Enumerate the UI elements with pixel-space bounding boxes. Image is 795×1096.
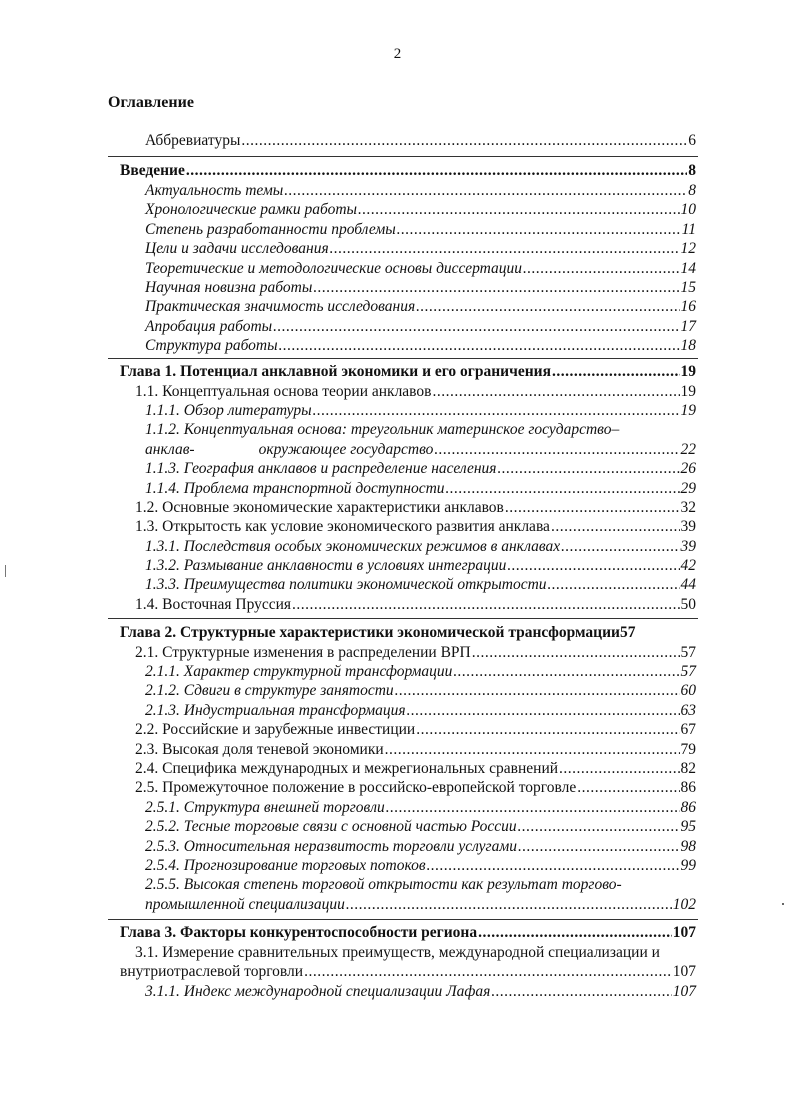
toc-entry-intro-1[interactable] bbox=[145, 181, 696, 200]
leader-dots bbox=[284, 181, 687, 200]
toc-entry-page: 19 bbox=[680, 402, 696, 419]
leader-dots bbox=[523, 259, 679, 278]
toc-entry-page: 107 bbox=[672, 924, 696, 941]
section-divider bbox=[108, 919, 698, 920]
toc-entry-page: 19 bbox=[680, 363, 696, 380]
toc-entry-label: 1.1. Концептуальная основа теории анклавов bbox=[135, 383, 432, 400]
toc-entry-page: 44 bbox=[680, 576, 696, 593]
toc-entry-1-1-2[interactable] bbox=[145, 440, 696, 459]
toc-entry-label: 2.5. Промежуточное положение в российско-европейской торговле bbox=[135, 779, 577, 796]
toc-entry-page: 82 bbox=[680, 760, 696, 777]
toc-entry-chapter-3[interactable] bbox=[120, 923, 696, 942]
toc-entry-label: 2.2. Российские и зарубежные инвестиции bbox=[135, 721, 416, 738]
toc-entry-label: Актуальность темы bbox=[145, 182, 284, 199]
toc-entry-label: 1.3. Открытость как условие экономического развития анклава bbox=[135, 518, 550, 535]
leader-dots bbox=[552, 362, 680, 381]
toc-entry-3-1[interactable] bbox=[120, 962, 696, 981]
toc-entry-page: 19 bbox=[680, 383, 696, 400]
toc-entry-2-5-4[interactable] bbox=[145, 856, 696, 875]
toc-entry-intro-9[interactable] bbox=[145, 336, 696, 355]
toc-entry-2-1-3[interactable] bbox=[145, 701, 696, 720]
toc-entry-page: 11 bbox=[681, 221, 696, 238]
toc-entry-intro-7[interactable] bbox=[145, 297, 696, 316]
toc-entry-page: 98 bbox=[680, 838, 696, 855]
toc-entry-page: 42 bbox=[680, 557, 696, 574]
toc-entry-page: 32 bbox=[680, 499, 696, 516]
scan-artifact-dot bbox=[782, 903, 784, 905]
leader-dots bbox=[241, 131, 687, 150]
leader-dots bbox=[491, 982, 671, 1001]
leader-dots bbox=[518, 817, 680, 836]
section-divider bbox=[108, 358, 698, 359]
toc-entry-page: 99 bbox=[680, 857, 696, 874]
toc-entry-label: 2.5.3. Относительная неразвитость торговли услугами bbox=[145, 838, 517, 855]
toc-entry-page: 95 bbox=[680, 818, 696, 835]
toc-entry-label: 1.1.1. Обзор литературы bbox=[145, 402, 312, 419]
toc-entry-1-1-1[interactable] bbox=[145, 401, 696, 420]
toc-entry-page: 86 bbox=[680, 779, 696, 796]
toc-entry-1-3-3[interactable] bbox=[145, 575, 696, 594]
leader-dots bbox=[559, 759, 679, 778]
toc-entry-label: Цели и задачи исследования bbox=[145, 240, 329, 257]
leader-dots bbox=[446, 479, 680, 498]
toc-entry-label: 2.5.1. Структура внешней торговли bbox=[145, 799, 385, 816]
toc-entry-label: Глава 2. Структурные характеристики экономической трансформации bbox=[120, 624, 620, 641]
section-divider bbox=[108, 156, 698, 157]
toc-entry-page: 17 bbox=[680, 318, 696, 335]
toc-entry-abbreviations[interactable] bbox=[145, 131, 696, 150]
toc-entry-label: Глава 3. Факторы конкурентоспособности региона bbox=[120, 924, 478, 941]
toc-entry-label: 1.3.3. Преимущества политики экономической открытости bbox=[145, 576, 547, 593]
toc-entry-2-5-3[interactable] bbox=[145, 837, 696, 856]
toc-entry-2-1-2[interactable] bbox=[145, 681, 696, 700]
toc-entry-page: 29 bbox=[680, 480, 696, 497]
toc-entry-label: 1.1.4. Проблема транспортной доступности bbox=[145, 480, 445, 497]
toc-entry-label: Апробация работы bbox=[145, 318, 273, 335]
leader-dots bbox=[434, 440, 679, 459]
toc-entry-page: 39 bbox=[680, 538, 696, 555]
toc-entry-1-3-1[interactable] bbox=[145, 537, 696, 556]
toc-entry-label: Структура работы bbox=[145, 337, 278, 354]
toc-entry-1-1-4[interactable] bbox=[145, 479, 696, 498]
toc-entry-label: Теоретические и методологические основы диссертации bbox=[145, 260, 523, 277]
toc-entry-chapter-1[interactable] bbox=[120, 362, 696, 381]
toc-entry-label: Аббревиатуры bbox=[145, 132, 241, 149]
toc-entry-1-2[interactable] bbox=[135, 498, 696, 517]
toc-entry-page: 26 bbox=[680, 460, 696, 477]
toc-entry-label: Практическая значимость исследования bbox=[145, 298, 416, 315]
toc-entry-label: 2.1.2. Сдвиги в структуре занятости bbox=[145, 682, 394, 699]
toc-entry-2-5-5-line1[interactable]: 2.5.5. Высокая степень торговой открытости как результат торгово- bbox=[145, 876, 622, 893]
toc-entry-page: 57 bbox=[680, 663, 696, 680]
toc-entry-intro-2[interactable] bbox=[145, 200, 696, 219]
toc-entry-label: 2.1.1. Характер структурной трансформации bbox=[145, 663, 453, 680]
leader-dots bbox=[551, 517, 680, 536]
leader-dots bbox=[273, 317, 679, 336]
toc-entry-intro-4[interactable] bbox=[145, 239, 696, 258]
leader-dots bbox=[279, 336, 680, 355]
leader-dots bbox=[313, 401, 680, 420]
toc-entry-label: 1.4. Восточная Пруссия bbox=[135, 596, 292, 613]
toc-entry-2-1-1[interactable] bbox=[145, 662, 696, 681]
toc-entry-label: 1.1.3. География анклавов и распределение населения bbox=[145, 460, 497, 477]
toc-entry-intro-8[interactable] bbox=[145, 317, 696, 336]
leader-dots bbox=[416, 720, 679, 739]
scan-artifact-mark bbox=[5, 565, 6, 577]
toc-entry-page: 10 bbox=[680, 201, 696, 218]
toc-entry-label-continued: окружающее государство bbox=[258, 441, 434, 458]
leader-dots bbox=[186, 161, 687, 180]
leader-dots bbox=[395, 681, 680, 700]
toc-entry-1-3-2[interactable] bbox=[145, 556, 696, 575]
toc-entry-label: Глава 1. Потенциал анклавной экономики и его ограничения bbox=[120, 363, 551, 380]
toc-heading: Оглавление bbox=[108, 94, 194, 111]
toc-entry-intro-6[interactable] bbox=[145, 278, 696, 297]
toc-entry-page: 16 bbox=[680, 298, 696, 315]
toc-entry-introduction[interactable] bbox=[120, 161, 696, 180]
toc-entry-label: 1.2. Основные экономические характеристики анклавов bbox=[135, 499, 504, 516]
toc-entry-page: 86 bbox=[680, 799, 696, 816]
toc-entry-page: 15 bbox=[680, 279, 696, 296]
toc-entry-page: 6 bbox=[688, 132, 696, 149]
leader-dots bbox=[386, 798, 680, 817]
toc-entry-label: Введение bbox=[120, 162, 185, 179]
toc-entry-page: 107 bbox=[672, 983, 696, 1000]
toc-entry-1-4[interactable] bbox=[135, 595, 696, 614]
toc-entry-label: промышленной специализации bbox=[145, 896, 345, 913]
toc-entry-3-1-line1[interactable]: 3.1. Измерение сравнительных преимуществ, международной специализации и bbox=[135, 944, 660, 961]
toc-entry-label: 2.3. Высокая доля теневой экономики bbox=[135, 741, 384, 758]
toc-entry-page: 57 bbox=[619, 624, 636, 641]
leader-dots bbox=[561, 537, 679, 556]
leader-dots bbox=[548, 575, 680, 594]
toc-entry-label: 2.5.2. Тесные торговые связи с основной частью России bbox=[145, 818, 517, 835]
toc-entry-2-2[interactable] bbox=[135, 720, 696, 739]
toc-entry-page: 57 bbox=[680, 644, 696, 661]
leader-dots bbox=[453, 662, 679, 681]
toc-entry-2-5-1[interactable] bbox=[145, 798, 696, 817]
toc-entry-label: 2.1.3. Индустриальная трансформация bbox=[145, 702, 406, 719]
toc-entry-page: 102 bbox=[672, 896, 696, 913]
toc-entry-page: 14 bbox=[680, 260, 696, 277]
toc-entry-label: Научная новизна работы bbox=[145, 279, 313, 296]
leader-dots bbox=[577, 778, 679, 797]
page-number: 2 bbox=[393, 46, 402, 62]
toc-entry-page: 39 bbox=[680, 518, 696, 535]
leader-dots bbox=[358, 200, 679, 219]
toc-entry-2-3[interactable] bbox=[135, 740, 696, 759]
toc-entry-page: 12 bbox=[680, 240, 696, 257]
leader-dots bbox=[472, 643, 680, 662]
toc-entry-page: 107 bbox=[672, 963, 696, 980]
toc-entry-2-4[interactable] bbox=[135, 759, 696, 778]
toc-entry-label: внутриотраслевой торговли bbox=[120, 963, 304, 980]
toc-entry-label: 2.5.4. Прогнозирование торговых потоков bbox=[145, 857, 426, 874]
leader-dots bbox=[432, 382, 679, 401]
toc-entry-page: 63 bbox=[680, 702, 696, 719]
leader-dots bbox=[427, 856, 680, 875]
leader-dots bbox=[518, 837, 680, 856]
leader-dots bbox=[385, 740, 680, 759]
toc-entry-label: Степень разработанности проблемы bbox=[145, 221, 396, 238]
leader-dots bbox=[416, 297, 679, 316]
toc-entry-label: 1.3.2. Размывание анклавности в условиях интеграции bbox=[145, 557, 507, 574]
leader-dots bbox=[313, 278, 679, 297]
toc-entry-page: 79 bbox=[680, 741, 696, 758]
toc-entry-page: 60 bbox=[680, 682, 696, 699]
toc-entry-page: 67 bbox=[680, 721, 696, 738]
leader-dots bbox=[346, 895, 672, 914]
toc-entry-1-3[interactable] bbox=[135, 517, 696, 536]
leader-dots bbox=[407, 701, 680, 720]
toc-entry-1-1-2-line1[interactable]: 1.1.2. Концептуальная основа: треугольник материнское государство– bbox=[145, 421, 620, 438]
leader-dots bbox=[507, 556, 679, 575]
toc-entry-page: 22 bbox=[680, 441, 696, 458]
toc-entry-intro-5[interactable] bbox=[145, 259, 696, 278]
toc-entry-label: 3.1.1. Индекс международной специализации Лафая bbox=[145, 983, 491, 1000]
toc-entry-2-5[interactable] bbox=[135, 778, 696, 797]
toc-entry-label: анклав- bbox=[145, 441, 195, 458]
toc-entry-chapter-2[interactable] bbox=[120, 623, 696, 642]
toc-entry-2-5-2[interactable] bbox=[145, 817, 696, 836]
leader-dots bbox=[292, 595, 679, 614]
toc-entry-1-1[interactable] bbox=[135, 382, 696, 401]
toc-entry-label: Хронологические рамки работы bbox=[145, 201, 358, 218]
toc-entry-page: 50 bbox=[680, 596, 696, 613]
leader-dots bbox=[397, 220, 681, 239]
leader-dots bbox=[498, 459, 680, 478]
toc-entry-page: 8 bbox=[688, 162, 696, 179]
toc-entry-2-1[interactable] bbox=[135, 643, 696, 662]
leader-dots bbox=[304, 962, 672, 981]
toc-entry-page: 18 bbox=[680, 337, 696, 354]
leader-dots bbox=[330, 239, 680, 258]
toc-entry-page: 8 bbox=[688, 182, 696, 199]
toc-entry-3-1-1[interactable] bbox=[145, 982, 696, 1001]
toc-entry-1-1-3[interactable] bbox=[145, 459, 696, 478]
toc-entry-label: 2.1. Структурные изменения в распределении ВРП bbox=[135, 644, 471, 661]
toc-entry-2-5-5[interactable] bbox=[145, 895, 696, 914]
toc-entry-intro-3[interactable] bbox=[145, 220, 696, 239]
section-divider bbox=[108, 618, 698, 619]
leader-dots bbox=[478, 923, 672, 942]
toc-entry-label: 1.3.1. Последствия особых экономических режимов в анклавах bbox=[145, 538, 561, 555]
leader-dots bbox=[505, 498, 680, 517]
toc-entry-label: 2.4. Специфика международных и межрегиональных сравнений bbox=[135, 760, 559, 777]
